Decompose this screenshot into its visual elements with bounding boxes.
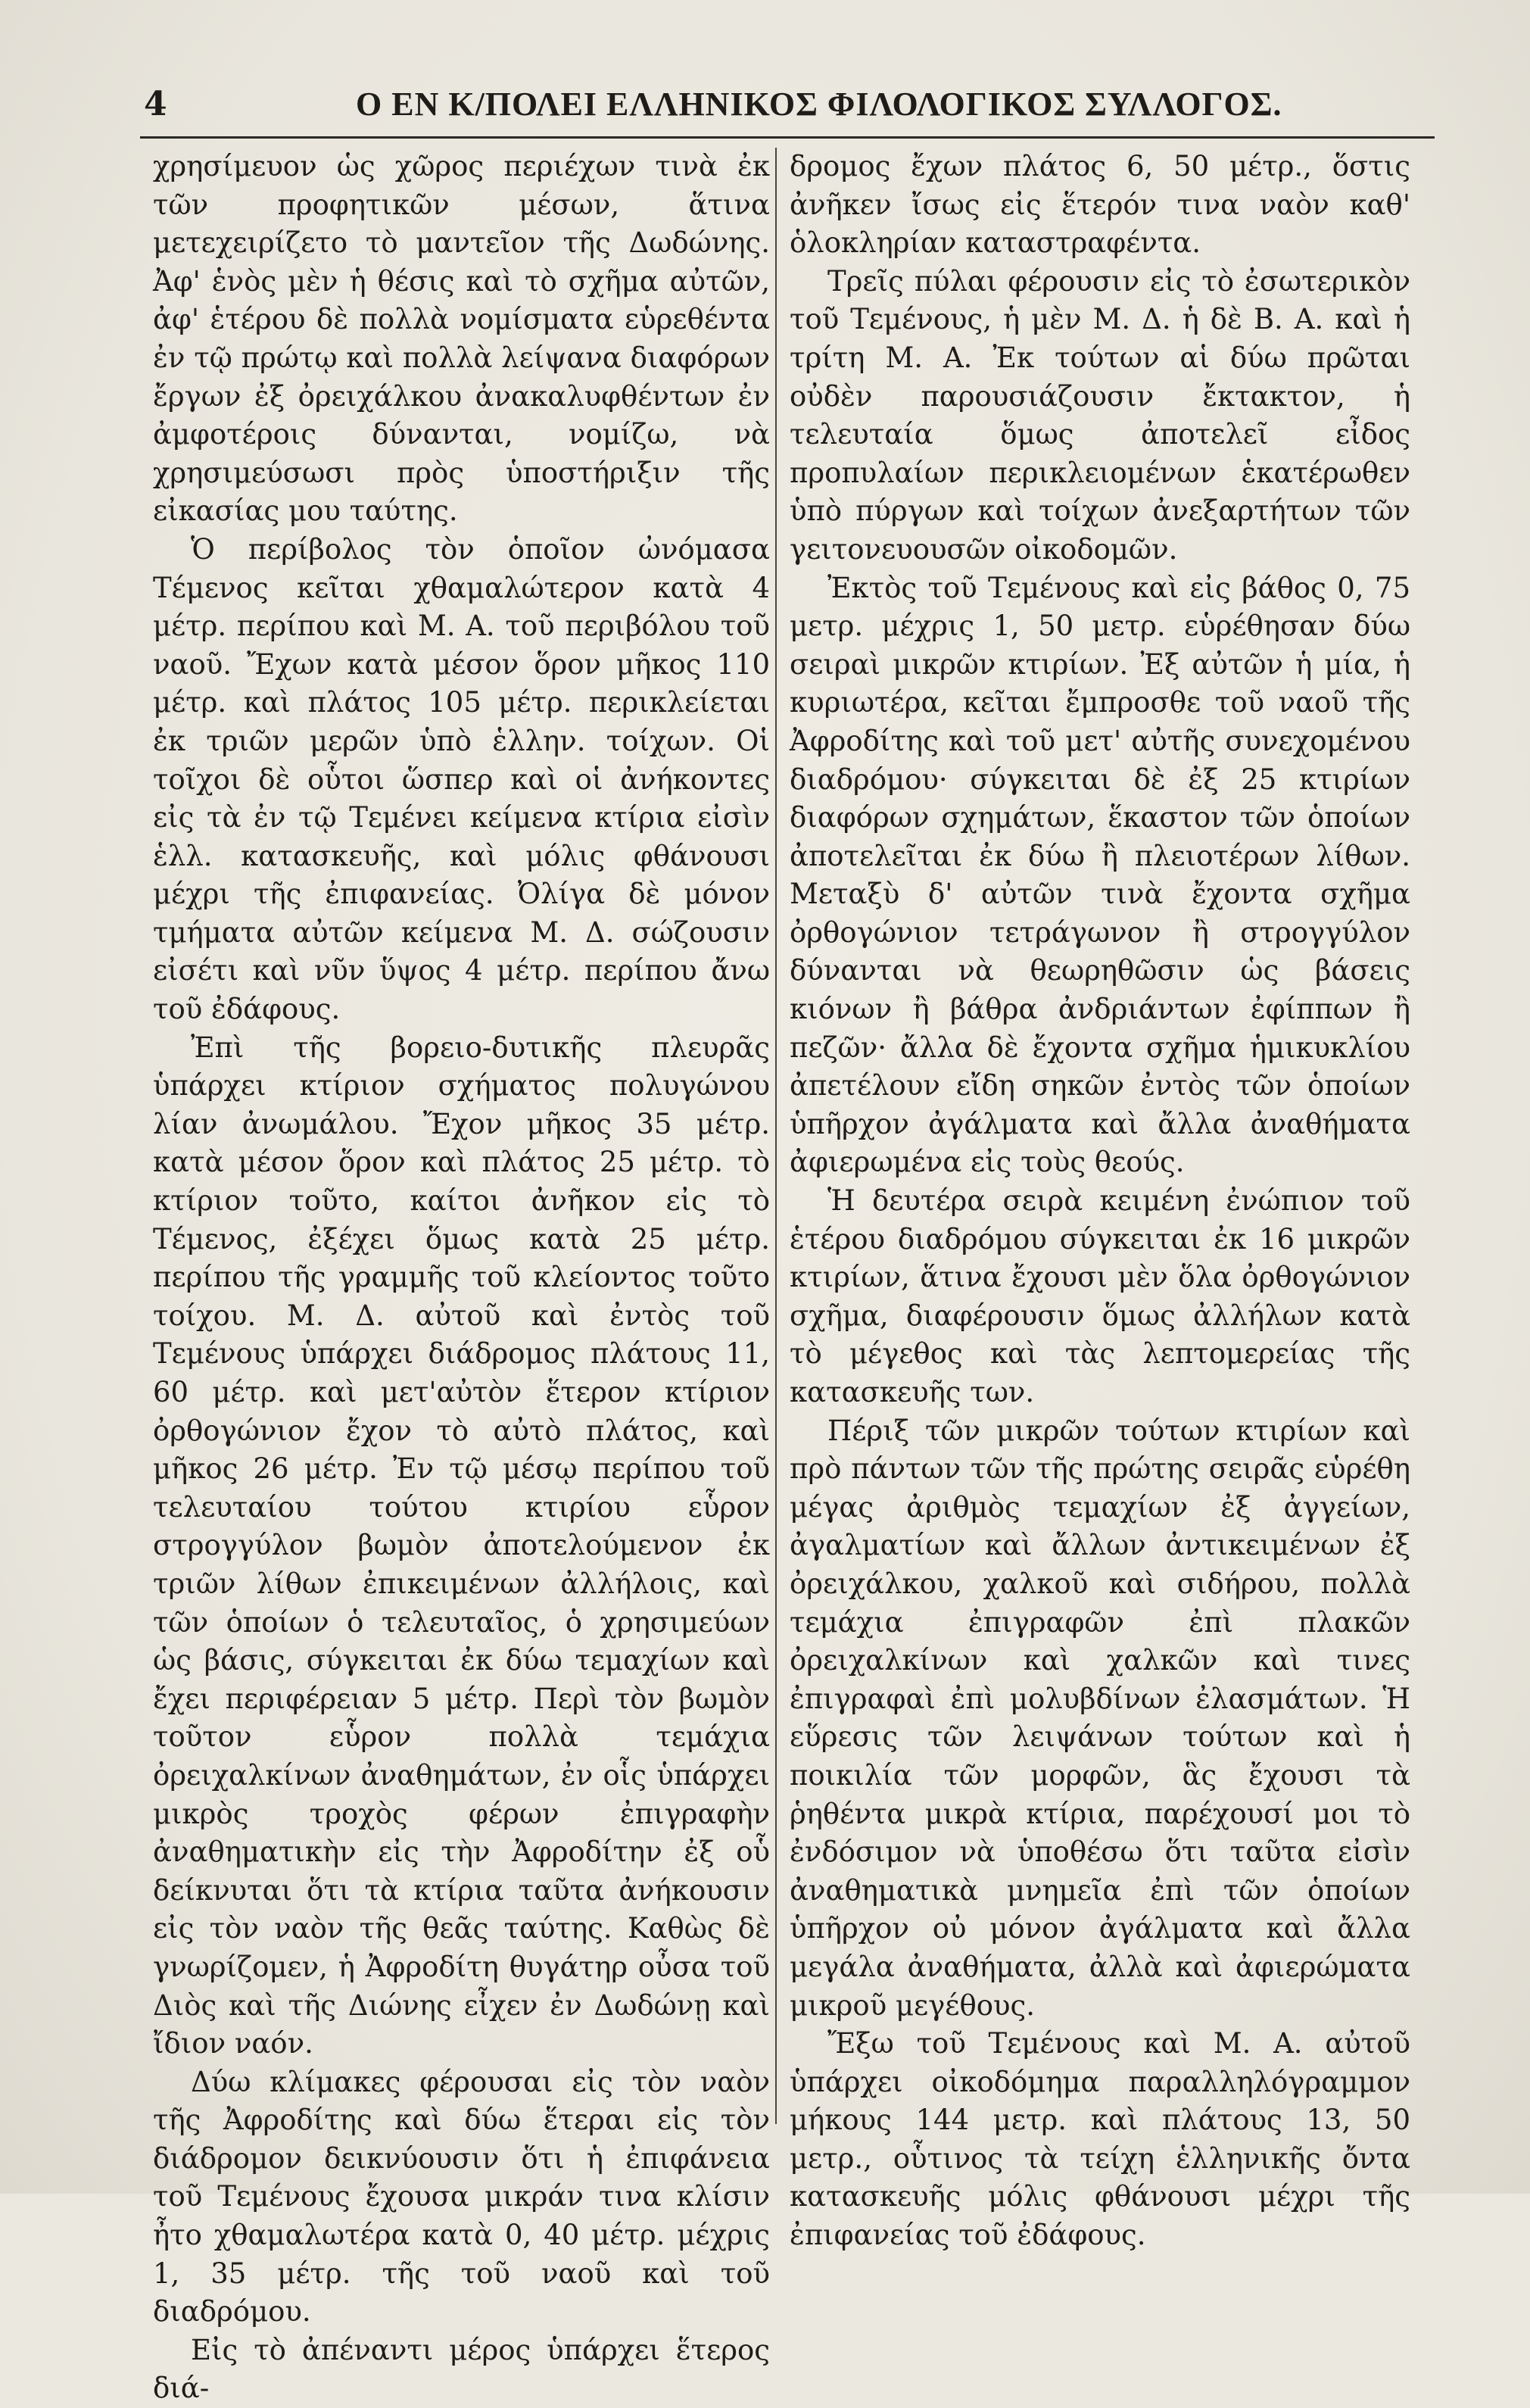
paragraph: χρησίμευον ὡς χῶρος περιέχων τινὰ ἐκ τῶν προφητικῶν μέσων, ἅτινα μετεχειρίζετο τὸ μαντεῖον τῆς Δωδώνης. Ἀφ' ἑνὸς μὲν ἡ θέσις καὶ τὸ σχῆμα αὐτῶν, ἀφ' ἑτέρου δὲ πολλὰ νομίσματα εὑρεθέντα ἐν τῷ πρώτῳ καὶ πολλὰ λείψανα διαφόρων ἔργων ἐξ ὀρειχάλκου ἀνακαλυφθέντων ἐν ἀμφοτέροις δύνανται, νομίζω, νὰ χρησιμεύσωσι πρὸς ὑποστήριξιν τῆς εἰκασίας μου ταύτης. bbox=[153, 150, 770, 528]
paragraph: δρομος ἔχων πλάτος 6, 50 μέτρ., ὅστις ἀνῆκεν ἴσως εἰς ἕτερόν τινα ναὸν καθ' ὁλοκληρίαν καταστραφέντα. bbox=[790, 150, 1410, 260]
header-rule bbox=[140, 136, 1435, 139]
paragraph: Ἐκτὸς τοῦ Τεμένους καὶ εἰς βάθος 0, 75 μετρ. μέχρις 1, 50 μετρ. εὑρέθησαν δύω σειραὶ μικρῶν κτιρίων. Ἐξ αὐτῶν ἡ μία, ἡ κυριωτέρα, κεῖται ἔμπροσθε τοῦ ναοῦ τῆς Ἀφροδίτης καὶ τοῦ μετ' αὐτῆς συνεχομένου διαδρόμου· σύγκειται δὲ ἐξ 25 κτιρίων διαφόρων σχημάτων, ἕκαστον τῶν ὁποίων ἀποτελεῖται ἐκ δύω ἢ πλειοτέρων λίθων. Μεταξὺ δ' αὐτῶν τινὰ ἔχοντα σχῆμα ὀρθογώνιον τετράγωνον ἢ στρογγύλον δύνανται νὰ θεωρηθῶσιν ὡς βάσεις κιόνων ἢ βάθρα ἀνδριάντων ἐφίππων ἢ πεζῶν· ἄλλα δὲ ἔχοντα σχῆμα ἡμικυκλίου ἀπετέλουν εἴδη σηκῶν ἐντὸς τῶν ὁποίων ὑπῆρχον ἀγάλματα καὶ ἄλλα ἀναθήματα ἀφιερωμένα εἰς τοὺς θεούς. bbox=[790, 571, 1410, 1179]
running-title: Ο ΕΝ Κ/ΠΟΛΕΙ ΕΛΛΗΝΙΚΟΣ ΦΙΛΟΛΟΓΙΚΟΣ ΣΥΛΛΟΓΟΣ. bbox=[356, 86, 1282, 123]
left-column bbox=[153, 148, 770, 2408]
paragraph: Ἔξω τοῦ Τεμένους καὶ Μ. Α. αὐτοῦ ὑπάρχει οἰκοδόμημα παραλληλόγραμμον μήκους 144 μετρ. καὶ πλάτους 13, 50 μετρ., οὗτινος τὰ τείχη ἑλληνικῆς ὄντα κατασκευῆς μόλις φθάνουσι μέχρι τῆς ἐπιφανείας τοῦ ἐδάφους. bbox=[790, 2027, 1410, 2252]
right-column bbox=[790, 148, 1410, 2255]
page-number: 4 bbox=[144, 85, 167, 123]
page-header bbox=[144, 82, 1431, 127]
paragraph: Ἐπὶ τῆς βορειο-δυτικῆς πλευρᾶς ὑπάρχει κτίριον σχήματος πολυγώνου λίαν ἀνωμάλου. Ἔχον μῆκος 35 μέτρ. κατὰ μέσον ὅρον καὶ πλάτος 25 μέτρ. τὸ κτίριον τοῦτο, καίτοι ἀνῆκον εἰς τὸ Τέμενος, ἐξέχει ὅμως κατὰ 25 μέτρ. περίπου τῆς γραμμῆς τοῦ κλείοντος τοῦτο τοίχου. Μ. Δ. αὐτοῦ καὶ ἐντὸς τοῦ Τεμένους ὑπάρχει διάδρομος πλάτους 11, 60 μέτρ. καὶ μετ'αὐτὸν ἕτερον κτίριον ὀρθογώνιον ἔχον τὸ αὐτὸ πλάτος, καὶ μῆκος 26 μέτρ. Ἐν τῷ μέσῳ περίπου τοῦ τελευταίου τούτου κτιρίου εὗρον στρογγύλον βωμὸν ἀποτελούμενον ἐκ τριῶν λίθων ἐπικειμένων ἀλλήλοις, καὶ τῶν ὁποίων ὁ τελευταῖος, ὁ χρησιμεύων ὡς βάσις, σύγκειται ἐκ δύω τεμαχίων καὶ ἔχει περιφέρειαν 5 μέτρ. Περὶ τὸν βωμὸν τοῦτον εὗρον πολλὰ τεμάχια ὀρειχαλκίνων ἀναθημάτων, ἐν οἷς ὑπάρχει μικρὸς τροχὸς φέρων ἐπιγραφὴν ἀναθηματικὴν εἰς τὴν Ἀφροδίτην ἐξ οὗ δείκνυται ὅτι τὰ κτίρια ταῦτα ἀνήκουσιν εἰς τὸν ναὸν τῆς θεᾶς ταύτης. Καθὼς δὲ γνωρίζομεν, ἡ Ἀφροδίτη θυγάτηρ οὖσα τοῦ Διὸς καὶ τῆς Διώνης εἶχεν ἐν Δωδώνῃ καὶ ἴδιον ναόν. bbox=[153, 1031, 770, 2060]
paragraph: Δύω κλίμακες φέρουσαι εἰς τὸν ναὸν τῆς Ἀφροδίτης καὶ δύω ἕτεραι εἰς τὸν διάδρομον δεικνύουσιν ὅτι ἡ ἐπιφάνεια τοῦ Τεμένους ἔχουσα μικράν τινα κλίσιν ἦτο χθαμαλωτέρα κατὰ 0, 40 μέτρ. μέχρις 1, 35 μέτρ. τῆς τοῦ ναοῦ καὶ τοῦ διαδρόμου. bbox=[153, 2065, 770, 2328]
paragraph: Τρεῖς πύλαι φέρουσιν εἰς τὸ ἐσωτερικὸν τοῦ Τεμένους, ἡ μὲν Μ. Δ. ἡ δὲ Β. Α. καὶ ἡ τρίτη Μ. Α. Ἐκ τούτων αἱ δύω πρῶται οὐδὲν παρουσιάζουσιν ἔκτακτον, ἡ τελευταία ὅμως ἀποτελεῖ εἶδος προπυλαίων περικλειομένων ἑκατέρωθεν ὑπὸ πύργων καὶ τοίχων ἀνεξαρτήτων τῶν γειτονευουσῶν οἰκοδομῶν. bbox=[790, 264, 1410, 566]
paragraph: Πέριξ τῶν μικρῶν τούτων κτιρίων καὶ πρὸ πάντων τῶν τῆς πρώτης σειρᾶς εὑρέθη μέγας ἀριθμὸς τεμαχίων ἐξ ἀγγείων, ἀγαλματίων καὶ ἄλλων ἀντικειμένων ἐξ ὀρειχάλκου, χαλκοῦ καὶ σιδήρου, πολλὰ τεμάχια ἐπιγραφῶν ἐπὶ πλακῶν ὀρειχαλκίνων καὶ χαλκῶν καὶ τινες ἐπιγραφαὶ ἐπὶ μολυβδίνων ἐλασμάτων. Ἡ εὕρεσις τῶν λειψάνων τούτων καὶ ἡ ποικιλία τῶν μορφῶν, ἃς ἔχουσι τὰ ῥηθέντα μικρὰ κτίρια, παρέχουσί μοι τὸ ἐνδόσιμον νὰ ὑποθέσω ὅτι ταῦτα εἰσὶν ἀναθηματικὰ μνημεῖα ἐπὶ τῶν ὁποίων ὑπῆρχον οὐ μόνον ἀγάλματα καὶ ἄλλα μεγάλα ἀναθήματα, ἀλλὰ καὶ ἀφιερώματα μικροῦ μεγέθους. bbox=[790, 1414, 1410, 2022]
paragraph: Ὁ περίβολος τὸν ὁποῖον ὠνόμασα Τέμενος κεῖται χθαμαλώτερον κατὰ 4 μέτρ. περίπου καὶ Μ. Α. τοῦ περιβόλου τοῦ ναοῦ. Ἔχων κατὰ μέσον ὅρον μῆκος 110 μέτρ. καὶ πλάτος 105 μέτρ. περικλείεται ἐκ τριῶν μερῶν ὑπὸ ἑλλην. τοίχων. Οἱ τοῖχοι δὲ οὗτοι ὥσπερ καὶ οἱ ἀνήκοντες εἰς τὰ ἐν τῷ Τεμένει κείμενα κτίρια εἰσὶν ἑλλ. κατασκευῆς, καὶ μόλις φθάνουσι μέχρι τῆς ἐπιφανείας. Ὀλίγα δὲ μόνον τμήματα αὐτῶν κείμενα Μ. Δ. σώζουσιν εἰσέτι καὶ νῦν ὕψος 4 μέτρ. περίπου ἄνω τοῦ ἐδάφους. bbox=[153, 532, 770, 1026]
paragraph: Ἡ δευτέρα σειρὰ κειμένη ἐνώπιον τοῦ ἑτέρου διαδρόμου σύγκειται ἐκ 16 μικρῶν κτιρίων, ἅτινα ἔχουσι μὲν ὅλα ὀρθογώνιον σχῆμα, διαφέρουσιν ὅμως ἀλλήλων κατὰ τὸ μέγεθος καὶ τὰς λεπτομερείας τῆς κατασκευῆς των. bbox=[790, 1184, 1410, 1408]
column-divider bbox=[775, 148, 777, 2124]
paragraph: Εἰς τὸ ἀπέναντι μέρος ὑπάρχει ἕτερος διά- bbox=[153, 2333, 770, 2405]
